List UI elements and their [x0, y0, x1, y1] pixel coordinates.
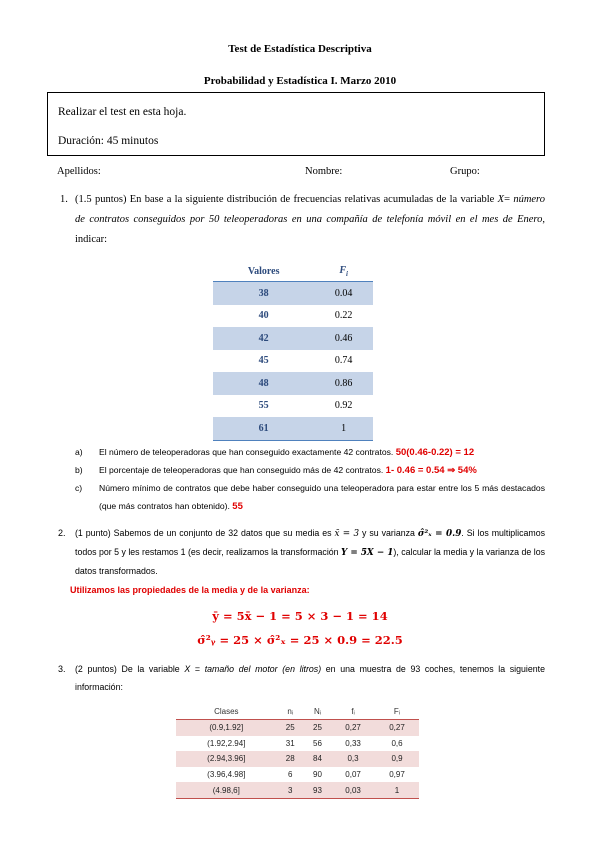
q3-header-ni: nᵢ [277, 703, 304, 720]
document-subtitle: Probabilidad y Estadística I. Marzo 2010 [203, 75, 397, 87]
q1-item-a-label: a) [75, 447, 83, 457]
q3-header-Ni: Nᵢ [304, 703, 331, 720]
instructions-line-2: Duración: 45 minutos [58, 135, 159, 147]
table-row: 40 0.22 [258, 310, 353, 322]
q2-formula-mean: ȳ = 5x̄ − 1 = 5 × 3 − 1 = 14 [212, 609, 388, 623]
table-row: 55 0.92 [258, 400, 353, 412]
q2-formula-var: σ̂²ᵧ = 25 × σ̂²ₓ = 25 × 0.9 = 22.5 [197, 633, 403, 647]
q1-header-values: Valores [213, 261, 314, 282]
table-row: (4.98,6] 3 93 0,03 1 [176, 782, 419, 798]
q1-number: 1. [60, 194, 68, 205]
instructions-line-1: Realizar el test en esta hoja. [58, 106, 187, 118]
q1-header-F: $F_i$ [314, 261, 373, 282]
table-row: 45 0.74 [258, 355, 353, 367]
table-row: 48 0.86 [213, 372, 373, 395]
table-row: 38 0.04 [213, 282, 373, 305]
instructions-box [47, 92, 545, 156]
q2-number: 2. [58, 528, 66, 538]
q2-var-expr: σ̂²ₓ = 0.9 [417, 529, 462, 539]
q1-text-eq: = [504, 194, 514, 205]
q2-statement: (1 punto) Sabemos de un conjunto de 32 datos que su media es x̄ = 3 y su varianza σ̂²ₓ = 0.9. Si los multiplicamos todos por 5 y les restamos 1 (es decir, realizamos la transformación Y = 5X − 1), calcular la media y la varianza de los datos transformados. [75, 528, 545, 576]
field-apellidos: Apellidos: [57, 166, 101, 177]
q3-header-clases: Clases [176, 703, 277, 720]
table-row: (2.94,3.96] 28 84 0,3 0,9 [176, 751, 419, 767]
field-grupo: Grupo: [450, 166, 480, 177]
field-nombre: Nombre: [305, 166, 343, 177]
q1-item-b: El porcentaje de teleoperadoras que han conseguido más de 42 contratos. 1- 0.46 = 0.54 ⇒ 54% [99, 465, 477, 476]
q1-statement [75, 190, 545, 250]
q1-frequency-table [213, 261, 373, 441]
q2-answer-heading: Utilizamos las propiedades de la media y de la varianza: [70, 585, 310, 595]
q1-answer-c: 55 [232, 501, 243, 512]
q1-item-b-label: b) [75, 465, 83, 475]
q1-item-c: Número mínimo de contratos que debe haber conseguido una teleoperadora para estar entre los 5 más destacados (que más contratos han obtenido). 55 [99, 483, 545, 512]
q1-var-x: X [497, 194, 505, 205]
q1-item-c-label: c) [75, 483, 83, 493]
q3-statement: (2 puntos) De la variable X = tamaño del motor (en litros) en una muestra de 93 coches, tenemos la siguiente información: [75, 664, 545, 692]
table-row: (3.96,4.98] 6 90 0,07 0,97 [207, 770, 405, 780]
q3-header-fi: fᵢ [331, 703, 375, 720]
q2-mean-expr: x̄ = 3 [334, 529, 360, 539]
table-row: (1.92,2.94] 31 56 0,33 0,6 [207, 738, 403, 748]
q3-number: 3. [58, 664, 66, 674]
q1-text-end: , indicar: [75, 214, 545, 245]
table-row: 61 1 [213, 417, 373, 440]
q3-frequency-table [176, 703, 419, 799]
q1-text-a: (1.5 puntos) En base a la siguiente distribución de frecuencias relativas acumuladas de la variable [75, 194, 498, 205]
q1-answer-b: 1- 0.46 = 0.54 ⇒ 54% [385, 465, 477, 476]
q1-text-italic: número de contratos conseguidos por 50 teleoperadoras en una compañía de telefonía móvil en el mes de Enero [75, 194, 546, 225]
q1-answer-a: 50(0.46-0.22) = 12 [395, 447, 475, 458]
table-row: (0.9,1.92] 25 25 0,27 0,27 [176, 720, 419, 736]
table-row: 42 0.46 [213, 327, 373, 350]
q2-transform-expr: Y = 5X − 1 [341, 548, 394, 558]
q1-item-a: El número de teleoperadoras que han conseguido exactamente 42 contratos. 50(0.46-0.22) = 12 [99, 447, 475, 458]
document-title: Test de Estadística Descriptiva [228, 43, 372, 55]
q3-text-italic: tamaño del motor (en litros) [204, 664, 322, 674]
q3-header-Fi: Fᵢ [375, 703, 419, 720]
